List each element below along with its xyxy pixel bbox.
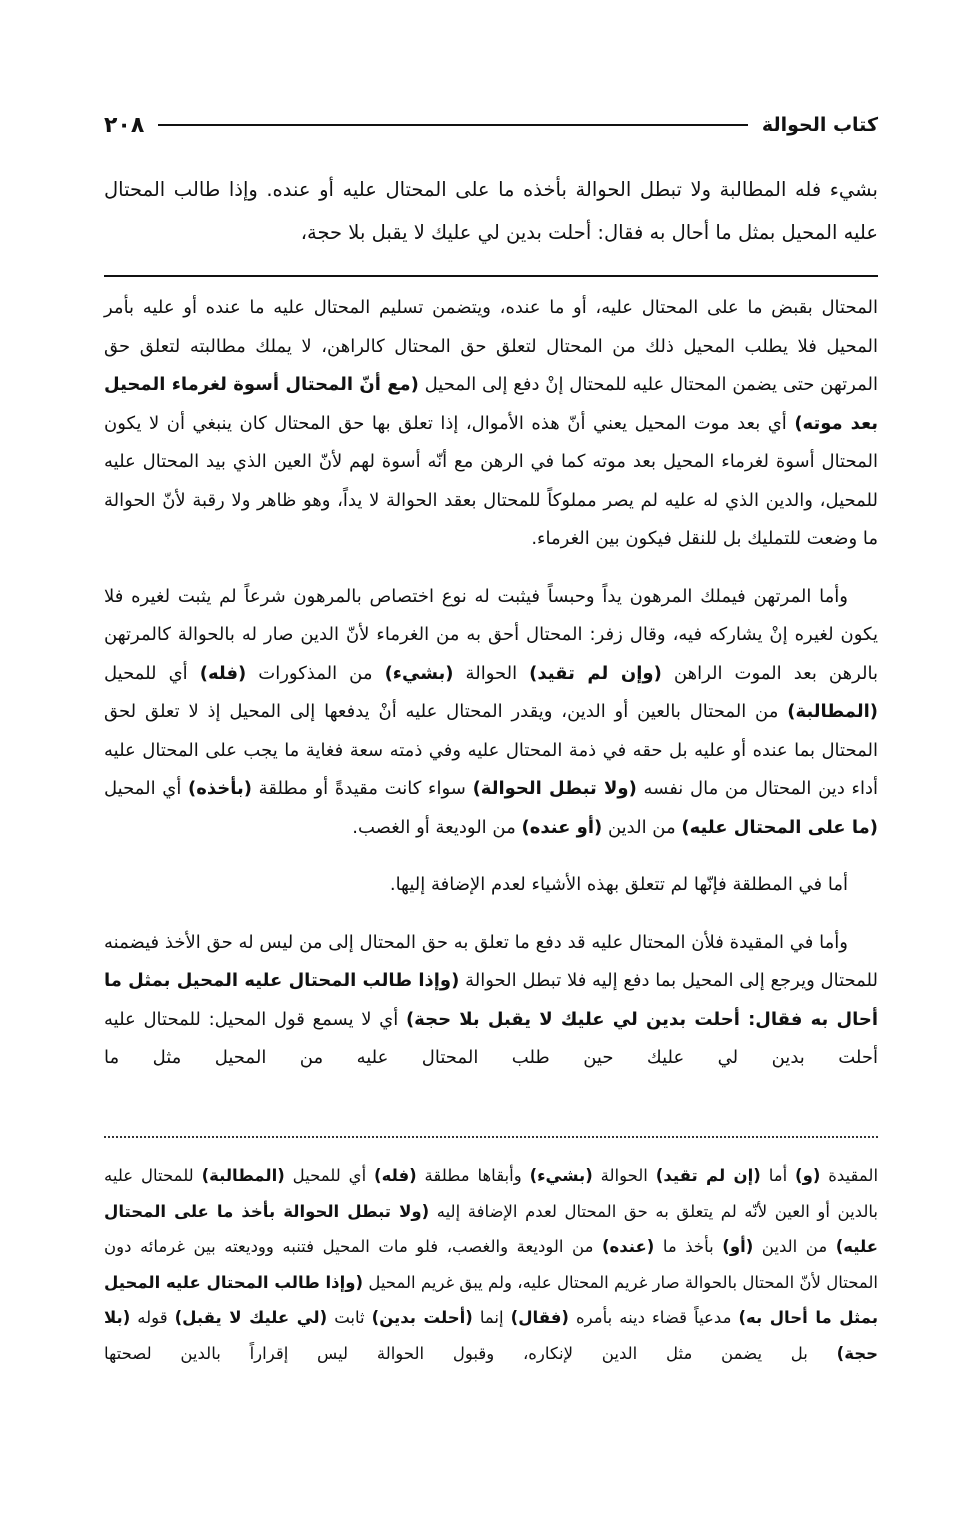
bold-text-run: (وإذا طالب المحتال عليه المحيل بمثل ما أحال به فقال: أحلت بدين لي عليك لا يقبل بلا حجة) [104,970,879,1030]
page-number: ٢٠٨ [104,112,145,138]
bold-text-run: (مع أنّ المحتال أسوة لغرماء المحيل بعد موته) [104,374,878,434]
text-run: وأما في المقيدة فلأن المحتال عليه قد دفع ما تعلق به حق المحتال إلى من ليس له حق الأخذ فيضمنه للمحتال ويرجع إلى المحيل بما دفع إليه فلا تبطل الحوالة [104,931,878,991]
bold-text-run: (بأخذه) [188,778,252,799]
text-run: من المذكورات [246,662,385,684]
commentary-paragraph [104,924,878,1078]
text-run: أي بعد موت المحيل يعني أنّ هذه الأموال، إذا تعلق بها حق المحتال كان ينبغي أن لا يكون المحتال أسوة لغرماء المحيل بعد موته كما في الرهن مع أنّه أسوة لهم لأنّ العين الذي بيد المحتال عليه للمحيل، والدين الذي له عليه لم يصر مملوكاً للمحتال بعقد الحوالة لا يداً، وهو ظاهر ولا رقبة لأنّ الحوالة ما وضعت للتمليك بل للنقل فيكون بين الغرماء. [104,412,878,549]
text-run: أي للمحيل [284,1166,375,1185]
text-run: المقيدة [820,1166,879,1185]
bold-text-run: (إن لم تقيد) [655,1166,761,1185]
bold-text-run: (ولا تبطل الحوالة) [472,778,637,799]
commentary-text [104,289,878,1078]
bold-text-run: (لي عليك لا يقبل) [174,1308,328,1327]
footnote-text [104,1158,878,1371]
text-run: أما في المطلقة فإنّها لم تتعلق بهذه الأشياء لعدم الإضافة إليها. [389,874,848,895]
bold-text-run: (وإذا طالب المحتال عليه المحيل بمثل ما أحال به) [104,1272,879,1327]
bold-text-run: (فله) [374,1166,417,1185]
section-divider [104,275,878,277]
text-run: سواء كانت مقيدةً أو مطلقة [252,778,473,799]
commentary-paragraph [104,289,878,559]
text-run: قوله [130,1308,175,1327]
bold-text-run: (وإن لم تقيد) [529,662,662,684]
bold-text-run: (ولا تبطل الحوالة بأخذ ما على المحتال عليه) [104,1201,878,1256]
bold-text-run: (أو) [722,1237,754,1256]
text-run: المحتال بقبض ما على المحتال عليه، أو ما عنده، ويتضمن تسليم المحتال عليه ما عنده أو عليه بأمر المحيل فلا يطلب المحيل ذلك من المحتال لتعلق حق المحتال كالراهن، لا يملك مطالبته لتعلق حق المرتهن حتى يضمن المحتال عليه للمحتال إنْ دفع إلى المحيل [104,297,878,395]
text-run: أي للمحيل [104,662,200,684]
text-run: بشيء فله المطالبة ولا تبطل الحوالة بأخذه ما على المحتال عليه أو عنده. وإذا طالب المحتال عليه المحيل بمثل ما أحال به فقال: أحلت بدين لي عليك لا يقبل بلا حجة، [104,178,878,244]
bold-text-run: (بلا حجة) [104,1308,878,1363]
bold-text-run: (فقال) [510,1308,569,1327]
bold-text-run: (عنده) [601,1237,655,1256]
text-run: أي المحيل [104,778,189,799]
text-run: من المحتال بالعين أو الدين، ويقدر المحتال عليه أنْ يدفعها إلى المحيل إذ لا تعلق لحق المحتال بما عنده أو عليه بل حقه في ذمة المحتال عليه وفي ذمته سعة فغاية ما يجب على المحتال عليه أداء دين المحتال من مال نفسه [104,701,878,799]
text-run: بل يضمن مثل الدين لإنكاره، وقبول الحوالة ليس إقراراً بالدين لصحتها [104,1343,837,1363]
text-run: الحوالة [453,662,530,684]
text-run: الحوالة [592,1166,656,1185]
header-rule [158,124,748,126]
commentary-paragraph [104,578,878,848]
main-paragraph [104,168,878,254]
text-run: أي لا يسمع قول المحيل: للمحتال عليه أحلت بدين لي عليك حين طلب المحتال عليه من المحيل مثل ما [104,1008,878,1068]
text-run: وأبقاها مطلقة [416,1166,530,1185]
page-header [104,105,878,145]
text-run: من الدين [602,816,682,838]
text-run: من الوديعة أو الغصب. [352,816,522,838]
book-title: كتاب الحوالة [761,114,878,136]
text-run: وأما المرتهن فيملك المرهون يداً وحبساً فيثبت له نوع اختصاص بالمرهون شرعاً لم يثبت لغيره فلا يكون لغيره إنْ يشاركه فيه، وقال زفر: المحتال أحق به من الغرماء لأنّ الدين صار له بالحوالة كالمرتهن بالرهن بعد الموت الراهن [104,585,878,684]
bold-text-run: (أحلت بدين) [371,1308,473,1327]
bold-text-run: (بشيء) [384,662,454,684]
footnote-separator [104,1136,878,1152]
text-run: بأخذ ما [654,1237,723,1256]
bold-text-run: (و) [795,1166,821,1185]
text-run: من الوديعة والغصب، فلو مات المحيل فتنبه ووديعته بين غرمائه دون المحتال لأنّ المحتال بالحوالة صار غريم المحتال عليه، ولم يبق غريم المحيل [104,1237,879,1292]
text-run: مدعياً قضاء دينه بأمره [568,1308,739,1327]
text-run: أما [760,1166,796,1185]
bold-text-run: (المطالبة) [201,1166,285,1185]
bold-text-run: (ما على المحتال عليه) [681,816,878,838]
main-text [104,168,878,254]
bold-text-run: (بشيء) [529,1166,593,1185]
text-run: من الدين [753,1237,836,1256]
text-run: ثابت [327,1308,372,1327]
bold-text-run: (فله) [199,662,247,684]
text-run: إنما [472,1308,511,1327]
text-run: للمحتال عليه بالدين أو العين لأنّه لم يتعلق به حق المحتال لعدم الإضافة إليه [104,1166,878,1221]
footnote-paragraph [104,1158,878,1371]
commentary-paragraph [104,866,878,905]
bold-text-run: (أو عنده) [521,816,603,838]
bold-text-run: (المطالبة) [787,701,878,722]
